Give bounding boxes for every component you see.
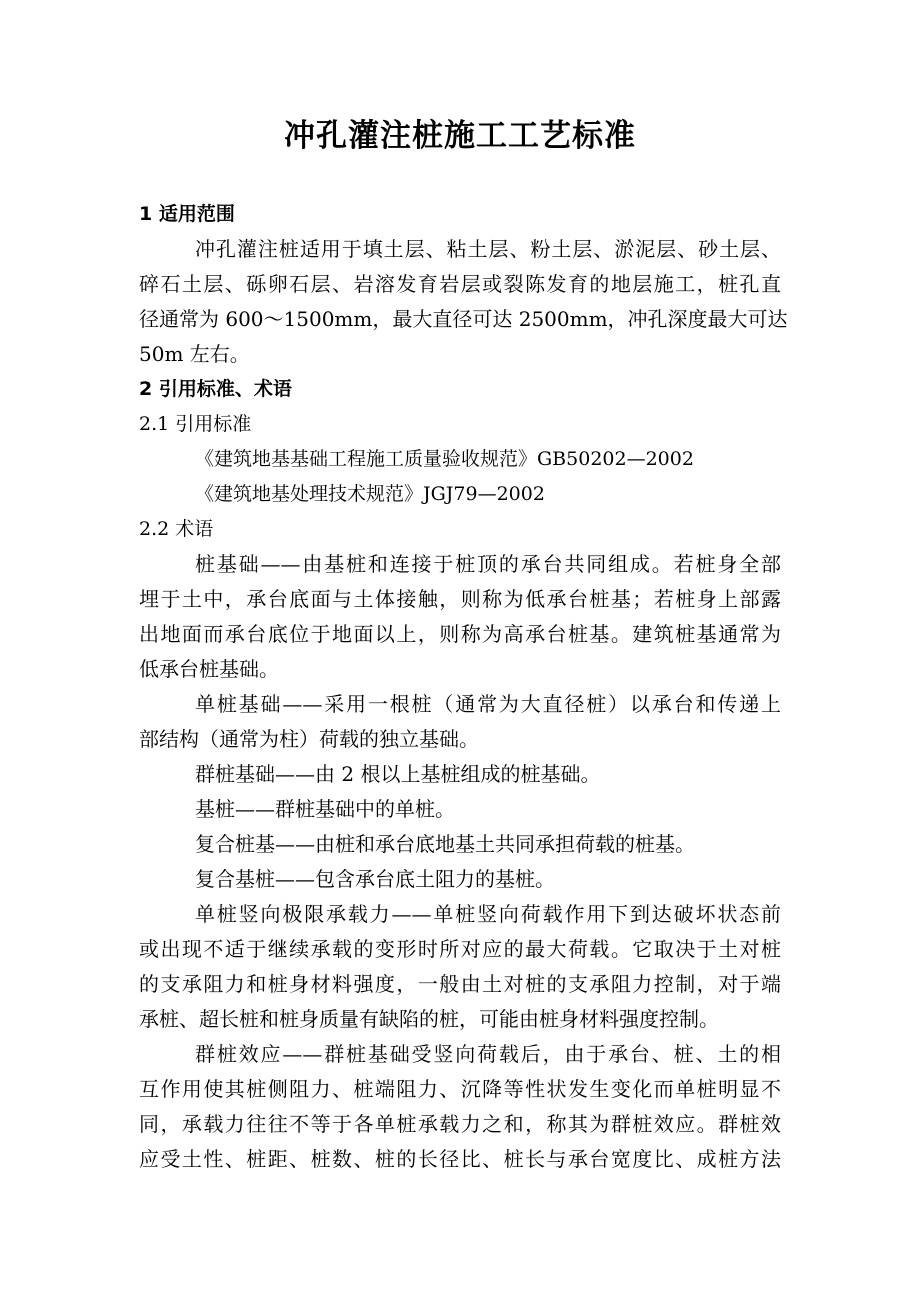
term-composite-pile-foundation: 复合桩基——由桩和承台底地基土共同承担荷载的桩基。: [195, 832, 695, 856]
subsection-heading-2-1: 2.1 引用标准: [139, 413, 252, 435]
term-ultimate-vertical-capacity: 单桩竖向极限承载力——单桩竖向荷载作用下到达破坏状态前: [195, 902, 781, 926]
paragraph-line: 承桩、超长桩和桩身质量有缺陷的桩，可能由桩身材料强度控制。: [139, 1007, 719, 1031]
term-single-pile-foundation: 单桩基础——采用一根桩（通常为大直径桩）以承台和传递上: [195, 692, 781, 716]
paragraph-line: 出地面而承台底位于地面以上，则称为高承台桩基。建筑桩基通常为: [139, 622, 781, 646]
term-composite-foundation-pile: 复合基桩——包含承台底土阻力的基桩。: [195, 867, 555, 891]
paragraph-line: 埋于土中，承台底面与土体接触，则称为低承台桩基；若桩身上部露: [139, 587, 781, 611]
paragraph-line: 的支承阻力和桩身材料强度，一般由土对桩的支承阻力控制，对于端: [139, 972, 781, 996]
document-body: [139, 197, 788, 1177]
section-heading-2: 2 引用标准、术语: [139, 378, 292, 400]
paragraph-line: 同，承载力往往不等于各单桩承载力之和，称其为群桩效应。群桩效: [139, 1112, 781, 1136]
paragraph-line: 低承台桩基础。: [139, 657, 279, 681]
paragraph-line: 碎石土层、砾卵石层、岩溶发育岩层或裂陈发育的地层施工，桩孔直: [139, 272, 781, 296]
paragraph-line: 冲孔灌注桩适用于填土层、粘土层、粉土层、淤泥层、砂土层、: [195, 237, 781, 261]
term-foundation-pile: 基桩——群桩基础中的单桩。: [195, 797, 455, 821]
paragraph-line: 或出现不适于继续承载的变形时所对应的最大荷载。它取决于土对桩: [139, 937, 781, 961]
paragraph-line: 部结构（通常为柱）荷载的独立基础。: [139, 727, 479, 751]
section-heading-1: 1 适用范围: [139, 203, 235, 225]
paragraph-line: 径通常为 600～1500mm，最大直径可达 2500mm，冲孔深度最大可达: [139, 307, 788, 331]
reference-item: 《建筑地基基础工程施工质量验收规范》GB50202—2002: [195, 448, 694, 470]
subsection-heading-2-2: 2.2 术语: [139, 518, 214, 540]
paragraph-line: 50m 左右。: [139, 342, 250, 366]
document-title: 冲孔灌注桩施工工艺标准: [284, 118, 636, 154]
paragraph-line: 互作用使其桩侧阻力、桩端阻力、沉降等性状发生变化而单桩明显不: [139, 1077, 781, 1101]
paragraph-line: 应受土性、桩距、桩数、桩的长径比、桩长与承台宽度比、成桩方法: [139, 1147, 781, 1171]
term-pile-group-effect: 群桩效应——群桩基础受竖向荷载后，由于承台、桩、土的相: [195, 1042, 781, 1066]
term-pile-group-foundation: 群桩基础——由 2 根以上基桩组成的桩基础。: [195, 762, 601, 786]
reference-item: 《建筑地基处理技术规范》JGJ79—2002: [195, 483, 545, 505]
term-pile-foundation: 桩基础——由基桩和连接于桩顶的承台共同组成。若桩身全部: [195, 552, 781, 576]
